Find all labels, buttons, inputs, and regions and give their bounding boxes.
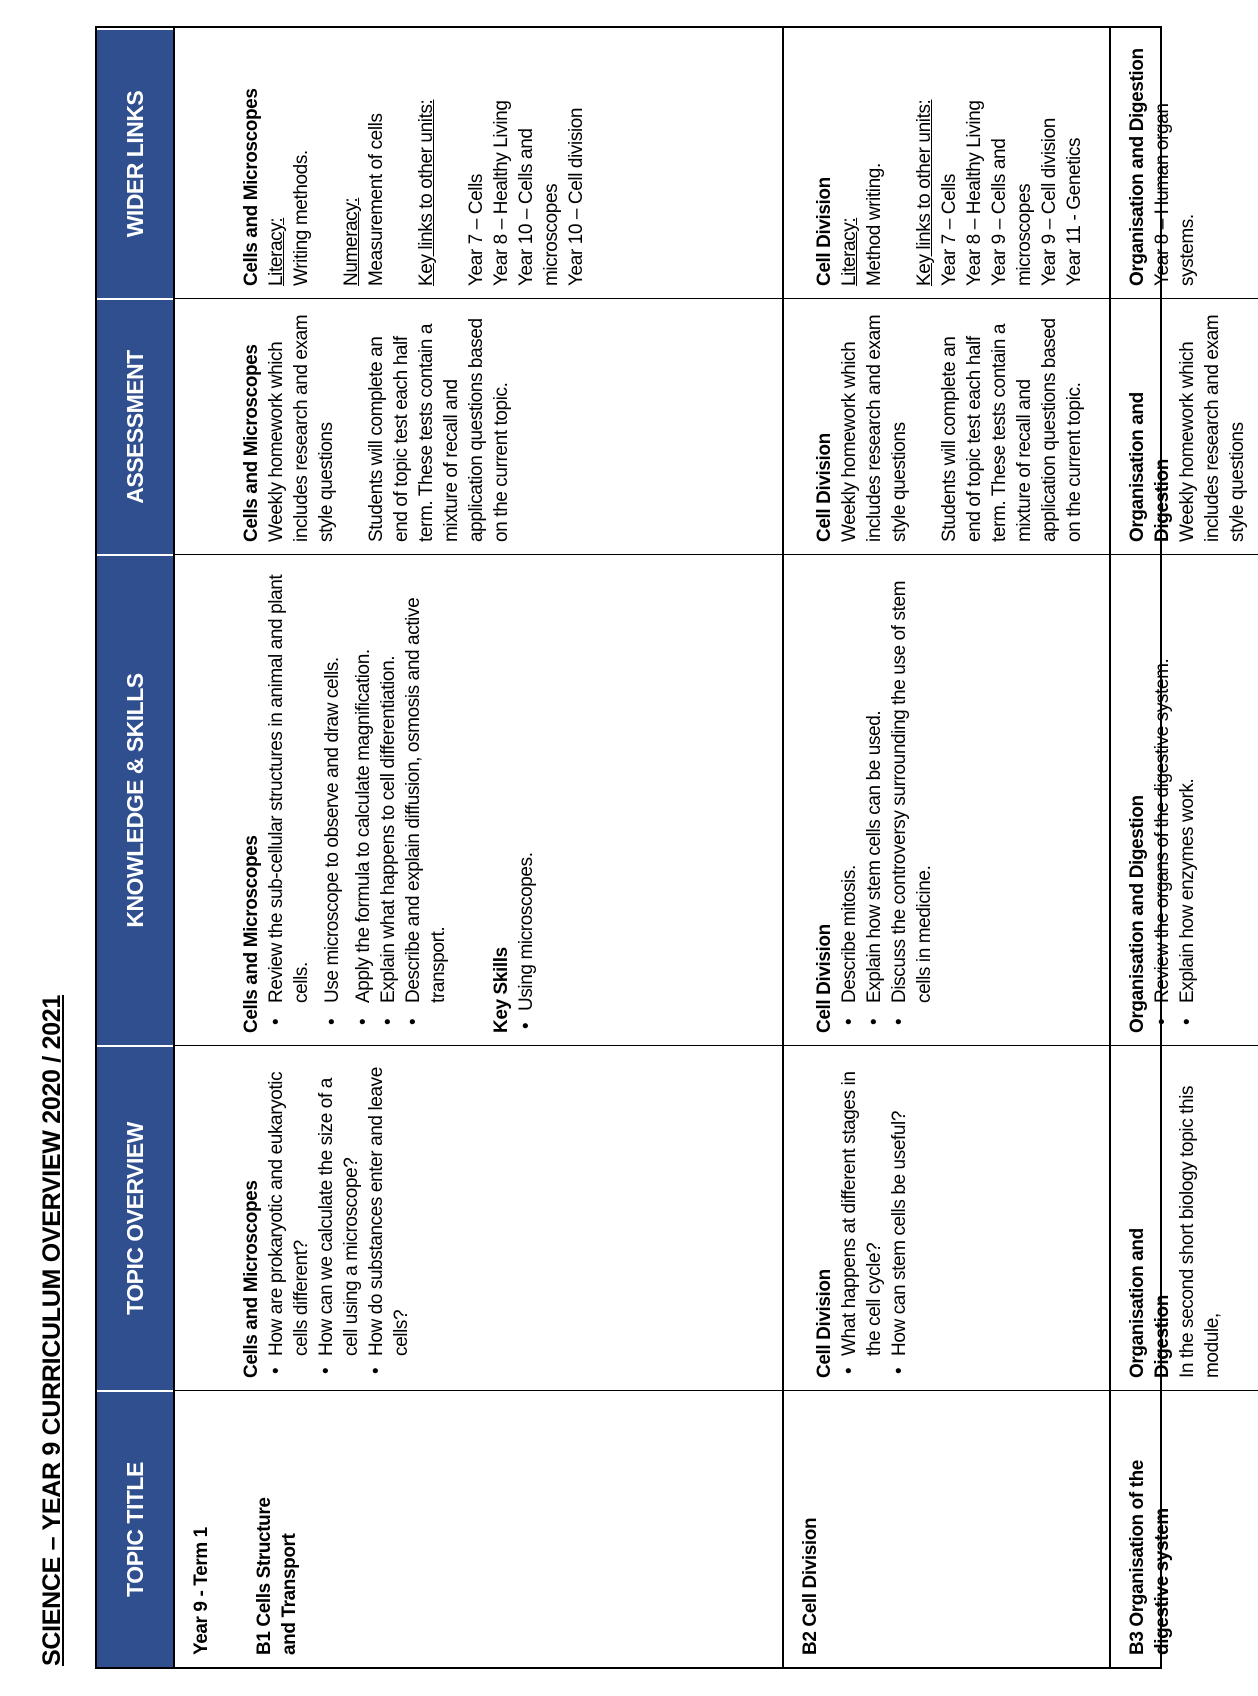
row1-literacy-label: Literacy: [266,217,287,286]
row3-knowledge-cell [1109,554,1258,1045]
list-item: • How do substances enter and leave cells? [364,1056,414,1378]
row1-topic-title-cell [173,1390,782,1667]
row1-assessment-homework: Weekly homework which includes research and exam style questions [266,314,337,542]
row3-knowledge-heading: Organisation and Digestion [1127,795,1148,1033]
row1-key-link: Year 8 – Healthy Living [491,100,512,286]
header-wider-links: WIDER LINKS [97,28,173,298]
row2-overview-cell [782,1045,1109,1390]
row2-assessment-heading: Cell Division [814,433,835,542]
row1-key-link: Year 10 – Cell division [566,107,587,286]
row1-knowledge-list [264,565,451,1033]
row2-knowledge-cell [782,554,1109,1045]
row2-knowledge-heading: Cell Division [814,924,835,1033]
row2-overview-list [837,1056,912,1378]
row1-overview-heading: Cells and Microscopes [241,1180,262,1378]
row2-literacy-text: Method writing. [864,163,885,286]
list-item: • Describe and explain diffusion, osmosis and active transport. [401,565,451,1033]
row3-overview-cell [1109,1045,1258,1390]
row2-assessment-homework: Weekly homework which includes research and exam style questions [839,314,910,542]
row1-key-links-label: Key links to other units: [416,99,437,286]
row2-overview-heading: Cell Division [814,1269,835,1378]
row1-links-heading: Cells and Microscopes [241,88,262,286]
list-item: • What happens at different stages in the cell cycle? [837,1056,887,1378]
row3-overview-heading: Organisation and Digestion [1127,1228,1173,1378]
row1-key-link: Year 7 – Cells [466,174,487,286]
list-item: • Explain how stem cells can be used. [862,565,887,1033]
row1-links-cell [173,28,782,298]
row1-skills-list [514,565,539,1033]
row2-key-link: Year 9 – Cells and microscopes [989,138,1035,286]
header-assessment: ASSESSMENT [97,298,173,554]
header-knowledge-skills: KNOWLEDGE & SKILLS [97,554,173,1045]
row1-numeracy-label: Numeracy: [341,197,362,286]
row3-links-heading: Organisation and Digestion [1127,48,1148,286]
list-item: • Discuss the controversy surrounding the use of stem cells in medicine. [887,565,937,1033]
row1-knowledge-heading: Cells and Microscopes [241,835,262,1033]
row2-links-cell [782,28,1109,298]
row3-assessment-homework: Weekly homework which includes research and exam style questions [1177,314,1248,542]
row3-topic-title-cell [1109,1390,1258,1667]
row1-key-link: Year 10 – Cells and microscopes [516,128,562,286]
list-item: • How can we calculate the size of a cell using a microscope? [314,1056,364,1378]
row1-skills-heading: Key Skills [491,947,512,1033]
row2-literacy-label: Literacy: [839,217,860,286]
list-item: • Explain what happens to cell differentiation. [376,565,401,1033]
list-item: • How are prokaryotic and eukaryotic cells different? [264,1056,314,1378]
row3-assessment-cell [1109,298,1258,554]
list-item: • Review the sub-cellular structures in animal and plant cells. [264,565,314,1033]
list-item: • How can stem cells be useful? [887,1056,912,1378]
row2-key-link: Year 9 – Cell division [1039,118,1060,286]
row1-term: Year 9 - Term 1 [191,1527,212,1655]
row2-key-link: Year 11 - Genetics [1064,137,1085,286]
row3-overview-text: In the second short biology topic this module, [1177,1085,1223,1378]
row2-key-links-label: Key links to other units: [914,99,935,286]
row3-links-text: Year 8 – Human organ systems. [1152,103,1198,286]
row2-topic-title-cell [782,1390,1109,1667]
row1-assessment-heading: Cells and Microscopes [241,344,262,542]
list-item: • Explain how enzymes work. [1175,565,1200,1033]
row1-overview-list [264,1056,414,1378]
row1-literacy-text: Writing methods. [291,150,312,286]
row2-key-link: Year 7 – Cells [939,174,960,286]
list-item: • Describe mitosis. [837,565,862,1033]
list-item: • Review the organs of the digestive system. [1150,565,1175,1033]
row1-assessment-tests: Students will complete an end of topic test each half term. These tests contain a mixture of recall and application questions based on the current topic. [366,318,512,542]
list-item: • Apply the formula to calculate magnification. [351,565,376,1033]
row2-topic-title: B2 Cell Division [800,1517,821,1655]
row3-assessment-heading: Organisation and Digestion [1127,392,1173,542]
row1-topic-title: B1 Cells Structure and Transport [254,1497,300,1655]
header-topic-overview: TOPIC OVERVIEW [97,1045,173,1390]
row2-assessment-cell [782,298,1109,554]
row1-assessment-cell [173,298,782,554]
list-item: • Using microscopes. [514,565,539,1033]
curriculum-table [95,26,1248,1669]
list-item: • Use microscope to observe and draw cells. [320,565,345,1033]
row1-numeracy-text: Measurement of cells [366,113,387,286]
row2-knowledge-list [837,565,937,1033]
row3-links-cell [1109,28,1258,298]
row3-topic-title: B3 Organisation of the digestive system [1127,1460,1173,1655]
page-title: SCIENCE – YEAR 9 CURRICULUM OVERVIEW 2020 / 2021 [38,994,66,1666]
row2-key-link: Year 8 – Healthy Living [964,100,985,286]
row2-links-heading: Cell Division [814,177,835,286]
header-topic-title: TOPIC TITLE [97,1390,173,1667]
row1-knowledge-cell [173,554,782,1045]
row3-knowledge-list [1150,565,1200,1033]
row1-overview-cell [173,1045,782,1390]
row2-assessment-tests: Students will complete an end of topic test each half term. These tests contain a mixture of recall and application questions based on the current topic. [939,318,1085,542]
